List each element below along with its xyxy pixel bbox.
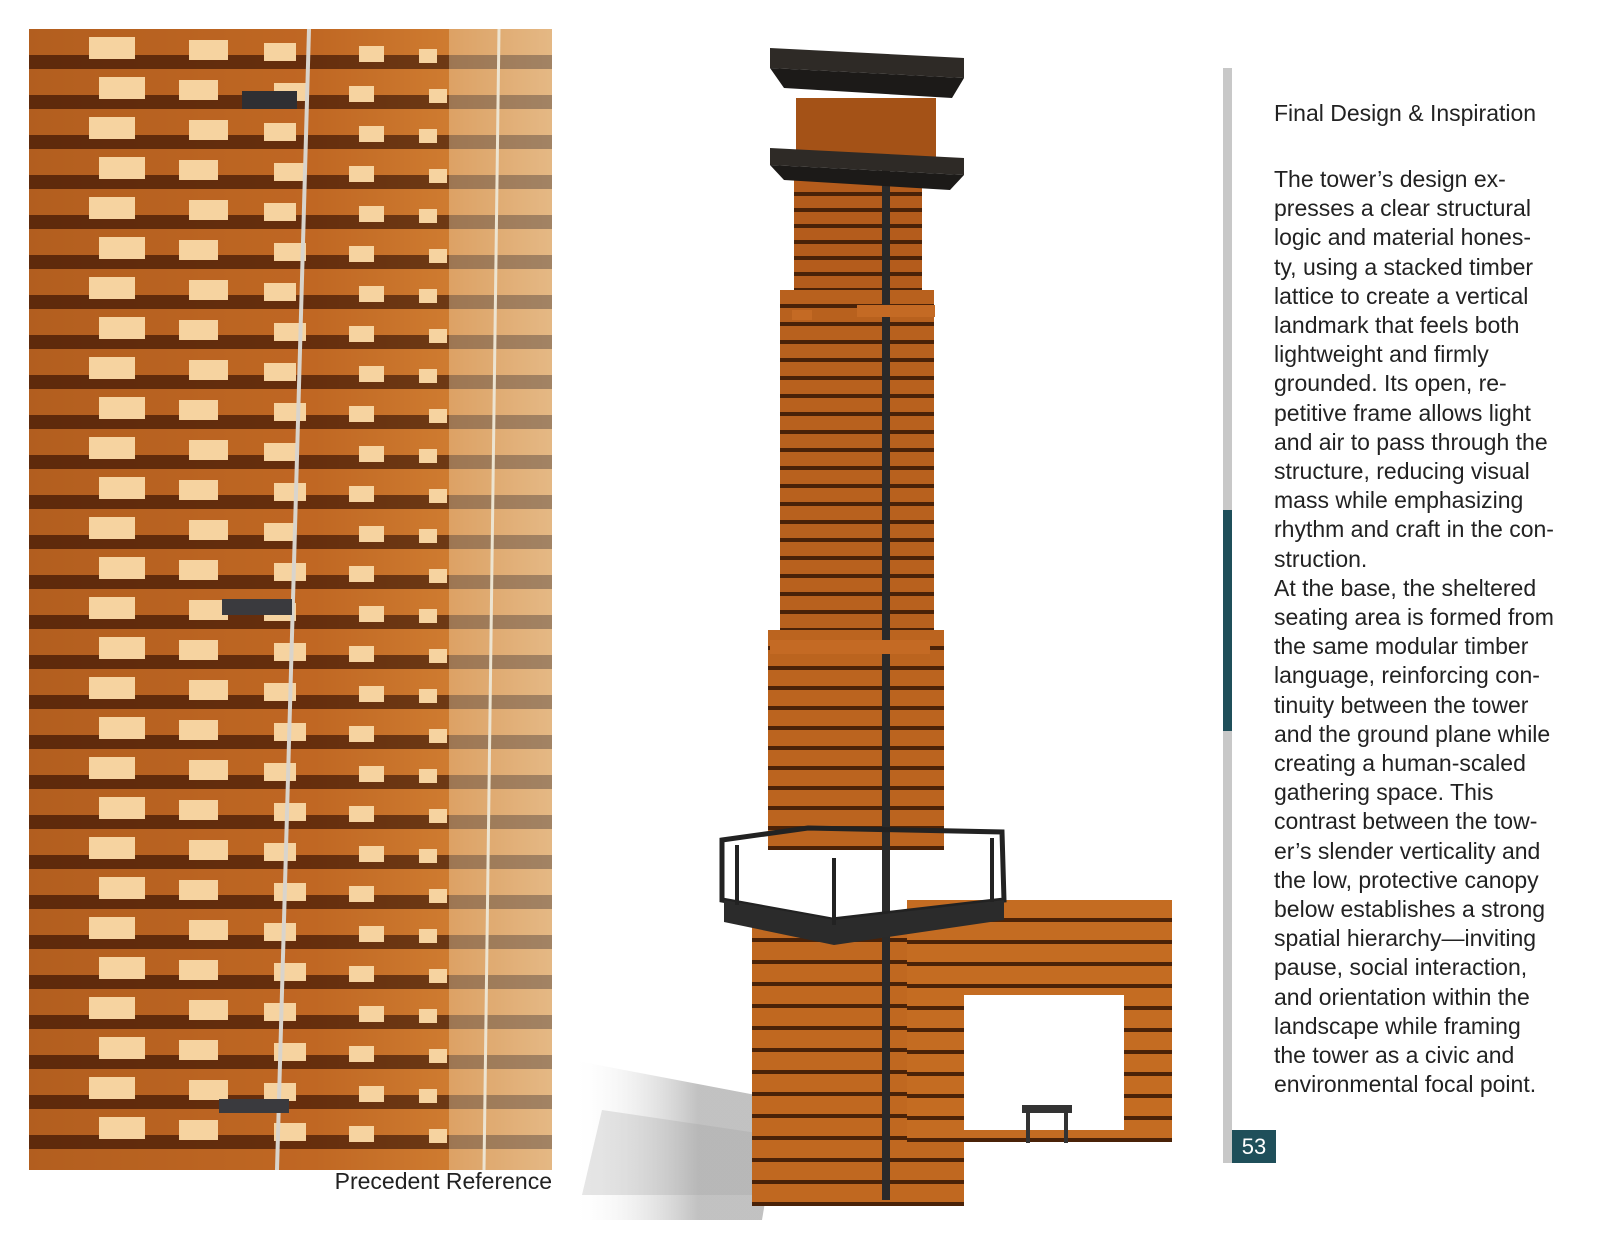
timber-gap (907, 1138, 1172, 1142)
beam-end (429, 409, 447, 423)
timber-gap (780, 430, 934, 434)
timber-gap (752, 1158, 964, 1162)
body-text-line: contrast between the tow- (1274, 808, 1538, 835)
beam-end (99, 797, 145, 819)
beam-end (189, 360, 228, 380)
beam-end (359, 846, 384, 862)
beam-end (419, 449, 437, 463)
beam-end (359, 206, 384, 222)
beam-end (359, 686, 384, 702)
timber-gap (780, 322, 934, 326)
body-text-line: the low, protective canopy (1274, 866, 1539, 893)
body-text-line: petitive frame allows light (1274, 399, 1531, 426)
timber-gap (794, 256, 922, 260)
timber-gap (794, 224, 922, 228)
beam-end (89, 37, 135, 59)
beam-end (99, 717, 145, 739)
beam-end (89, 117, 135, 139)
timber-log (780, 416, 934, 430)
timber-log (780, 362, 934, 376)
timber-gap (780, 592, 934, 596)
beam-end (179, 240, 218, 260)
beam-end (189, 280, 228, 300)
beam-end (429, 89, 447, 103)
body-text-line: the same modular timber (1274, 633, 1529, 660)
timber-log (768, 750, 944, 766)
precedent-caption: Precedent Reference (334, 1168, 552, 1194)
beam-end (189, 40, 228, 60)
beam-end (179, 640, 218, 660)
beam-end (179, 80, 218, 100)
beam-end (349, 326, 374, 342)
body-text-line: ty, using a stacked timber (1274, 253, 1534, 280)
beam-end (359, 366, 384, 382)
beam-end (189, 200, 228, 220)
beam-end (99, 157, 145, 179)
timber-log (768, 790, 944, 806)
body-text-line: At the base, the sheltered (1274, 574, 1537, 601)
beam-end (99, 397, 145, 419)
beam-end (89, 597, 135, 619)
beam-end (429, 1049, 447, 1063)
beam-end (419, 1009, 437, 1023)
beam-end (99, 957, 145, 979)
beam-end (99, 317, 145, 339)
beam-end (349, 646, 374, 662)
beam-end (99, 1037, 145, 1059)
body-text-line: tinuity between the tower (1274, 691, 1529, 718)
timber-gap (768, 706, 944, 710)
beam-end (179, 320, 218, 340)
body-text-line: The tower’s design ex- (1274, 166, 1506, 192)
beam-end (179, 400, 218, 420)
beam-end (99, 237, 145, 259)
beam-end (349, 726, 374, 742)
timber-log (752, 1162, 964, 1180)
beam-end (264, 523, 296, 541)
timber-log (794, 196, 922, 208)
beam-end (189, 120, 228, 140)
beam-end (419, 1089, 437, 1103)
beam-end (359, 606, 384, 622)
beam-end (179, 880, 218, 900)
beam-end (349, 86, 374, 102)
timber-gap (794, 272, 922, 276)
beam-end (419, 369, 437, 383)
timber-log (780, 524, 934, 538)
beam-end (99, 637, 145, 659)
beam-end (419, 849, 437, 863)
beam-end (264, 363, 296, 381)
beam-end (429, 649, 447, 663)
body-text-line: creating a human-scaled (1274, 750, 1526, 777)
beam-end (89, 517, 135, 539)
timber-gap (780, 520, 934, 524)
timber-log (780, 326, 934, 340)
beam-end (179, 1040, 218, 1060)
beam-end (99, 557, 145, 579)
beam-end (429, 1129, 447, 1143)
beam-end (429, 729, 447, 743)
body-text-line: and the ground plane while (1274, 720, 1551, 747)
beam-end (419, 689, 437, 703)
beam-end (179, 960, 218, 980)
beam-end (274, 403, 306, 421)
beam-end (89, 437, 135, 459)
beam-end (274, 163, 306, 181)
beam-end (264, 443, 296, 461)
beam-end (274, 963, 306, 981)
beam-end (264, 843, 296, 861)
beam-end (349, 566, 374, 582)
beam-end (179, 160, 218, 180)
body-text-line: pause, social interaction, (1274, 954, 1528, 981)
beam-end (264, 763, 296, 781)
timber-log (768, 810, 944, 826)
beam-end (429, 169, 447, 183)
body-text-line: the tower as a civic and (1274, 1042, 1515, 1069)
timber-log (768, 670, 944, 686)
body-text-line: grounded. Its open, re- (1274, 370, 1507, 397)
timber-log (768, 770, 944, 786)
timber-gap (768, 786, 944, 790)
beam-end (189, 1080, 228, 1100)
body-text-line: mass while emphasizing (1274, 487, 1524, 514)
timber-gap (780, 466, 934, 470)
beam-end (274, 883, 306, 901)
timber-log (768, 690, 944, 706)
beam-end (349, 886, 374, 902)
timber-log (780, 290, 934, 304)
beam-end (349, 806, 374, 822)
beam-end (349, 166, 374, 182)
body-text-line: and air to pass through the (1274, 428, 1548, 455)
timber-log (768, 730, 944, 746)
beam-end (274, 483, 306, 501)
timber-log (794, 212, 922, 224)
timber-log (780, 560, 934, 574)
timber-gap (780, 358, 934, 362)
beam-end (89, 357, 135, 379)
beam-end (359, 286, 384, 302)
beam-end (274, 563, 306, 581)
beam-end (359, 126, 384, 142)
timber-log (780, 542, 934, 556)
section-title: Final Design & Inspiration (1274, 100, 1537, 126)
body-text-line: rhythm and craft in the con- (1274, 516, 1554, 543)
timber-log (780, 398, 934, 412)
timber-log (780, 434, 934, 448)
timber-gap (780, 448, 934, 452)
beam-end (89, 997, 135, 1019)
timber-gap (907, 984, 1172, 988)
beam-end (179, 560, 218, 580)
body-text-line: spatial hierarchy—inviting (1274, 925, 1537, 952)
beam-end (349, 406, 374, 422)
body-text (1274, 165, 1580, 1100)
beam-end (429, 489, 447, 503)
beam-end (349, 1046, 374, 1062)
beam-end (419, 129, 437, 143)
timber-gap (794, 208, 922, 212)
timber-gap (768, 846, 944, 850)
timber-gap (780, 610, 934, 614)
beam-end (419, 49, 437, 63)
body-text-line: structure, reducing visual (1274, 458, 1530, 485)
timber-gap (768, 686, 944, 690)
timber-log (780, 488, 934, 502)
timber-log (794, 260, 922, 272)
timber-gap (780, 340, 934, 344)
body-text-line: logic and material hones- (1274, 224, 1531, 251)
timber-gap (907, 962, 1172, 966)
timber-gap (780, 556, 934, 560)
beam-end (89, 197, 135, 219)
beam-end (429, 249, 447, 263)
timber-log (752, 1140, 964, 1158)
beam-end (264, 203, 296, 221)
beam-end (89, 677, 135, 699)
beam-end (179, 1120, 218, 1140)
body-text-line: landscape while framing (1274, 1012, 1521, 1039)
timber-gap (780, 574, 934, 578)
timber-gap (780, 502, 934, 506)
timber-gap (780, 538, 934, 542)
precedent-photo (29, 29, 552, 1170)
timber-gap (768, 746, 944, 750)
timber-log (780, 506, 934, 520)
timber-gap (907, 940, 1172, 944)
beam-end (89, 917, 135, 939)
beam-end (429, 809, 447, 823)
body-text-line: below establishes a strong (1274, 896, 1546, 923)
timber-log (780, 380, 934, 394)
beam-end (264, 123, 296, 141)
timber-log (780, 452, 934, 466)
timber-gap (768, 726, 944, 730)
beam-end (99, 1117, 145, 1139)
body-text-line: environmental focal point. (1274, 1071, 1537, 1098)
beam-end (359, 766, 384, 782)
timber-log (907, 966, 1172, 984)
side-rail-accent (1223, 510, 1232, 731)
timber-gap (780, 484, 934, 488)
beam-end (189, 440, 228, 460)
tower-render (572, 20, 1208, 1220)
timber-log (780, 614, 934, 628)
beam-end (264, 923, 296, 941)
beam-end (419, 769, 437, 783)
beam-end (419, 209, 437, 223)
beam-end (349, 486, 374, 502)
body-text-line: landmark that feels both (1274, 312, 1520, 339)
beam-end (359, 926, 384, 942)
beam-end (89, 837, 135, 859)
timber-log (794, 228, 922, 240)
timber-log (780, 470, 934, 484)
beam-end (349, 246, 374, 262)
body-text-line: lattice to create a vertical (1274, 282, 1529, 309)
beam-end (359, 46, 384, 62)
body-text-line: and orientation within the (1274, 983, 1530, 1010)
beam-end (99, 477, 145, 499)
timber-log (794, 276, 922, 288)
body-text-line: lightweight and firmly (1274, 341, 1489, 368)
beam-end (419, 929, 437, 943)
timber-log (780, 344, 934, 358)
beam-end (89, 277, 135, 299)
timber-log (780, 596, 934, 610)
body-text-line: er’s slender verticality and (1274, 837, 1541, 864)
beam-end (99, 877, 145, 899)
timber-log (794, 244, 922, 256)
beam-end (264, 283, 296, 301)
beam-end (264, 43, 296, 61)
beam-end (189, 680, 228, 700)
beam-end (349, 1126, 374, 1142)
timber-gap (794, 192, 922, 196)
beam-end (429, 889, 447, 903)
body-text-line: gathering space. This (1274, 779, 1494, 806)
beam-end (419, 529, 437, 543)
beam-end (89, 1077, 135, 1099)
body-text-line: seating area is formed from (1274, 604, 1554, 631)
beam-end (429, 329, 447, 343)
timber-log (907, 944, 1172, 962)
beam-end (179, 720, 218, 740)
beam-end (89, 757, 135, 779)
timber-gap (780, 376, 934, 380)
beam-end (99, 77, 145, 99)
timber-gap (768, 766, 944, 770)
timber-gap (780, 394, 934, 398)
beam-end (429, 569, 447, 583)
timber-log (780, 578, 934, 592)
timber-gap (752, 1202, 964, 1206)
beam-end (429, 969, 447, 983)
beam-end (189, 840, 228, 860)
beam-end (359, 446, 384, 462)
beam-end (274, 803, 306, 821)
beam-end (359, 1006, 384, 1022)
timber-gap (768, 666, 944, 670)
beam-end (179, 800, 218, 820)
timber-gap (768, 806, 944, 810)
body-text-line: language, reinforcing con- (1274, 662, 1540, 689)
beam-end (189, 760, 228, 780)
timber-gap (752, 1180, 964, 1184)
beam-end (179, 480, 218, 500)
beam-end (419, 289, 437, 303)
timber-log (768, 710, 944, 726)
page-number: 53 (1232, 1130, 1276, 1163)
timber-log (752, 1184, 964, 1202)
timber-gap (794, 240, 922, 244)
beam-end (419, 609, 437, 623)
beam-end (359, 526, 384, 542)
body-text-line: struction. (1274, 545, 1368, 572)
body-text-line: presses a clear structural (1274, 195, 1531, 222)
timber-gap (780, 412, 934, 416)
beam-end (349, 966, 374, 982)
beam-end (189, 520, 228, 540)
beam-end (189, 920, 228, 940)
beam-end (359, 1086, 384, 1102)
beam-end (189, 1000, 228, 1020)
